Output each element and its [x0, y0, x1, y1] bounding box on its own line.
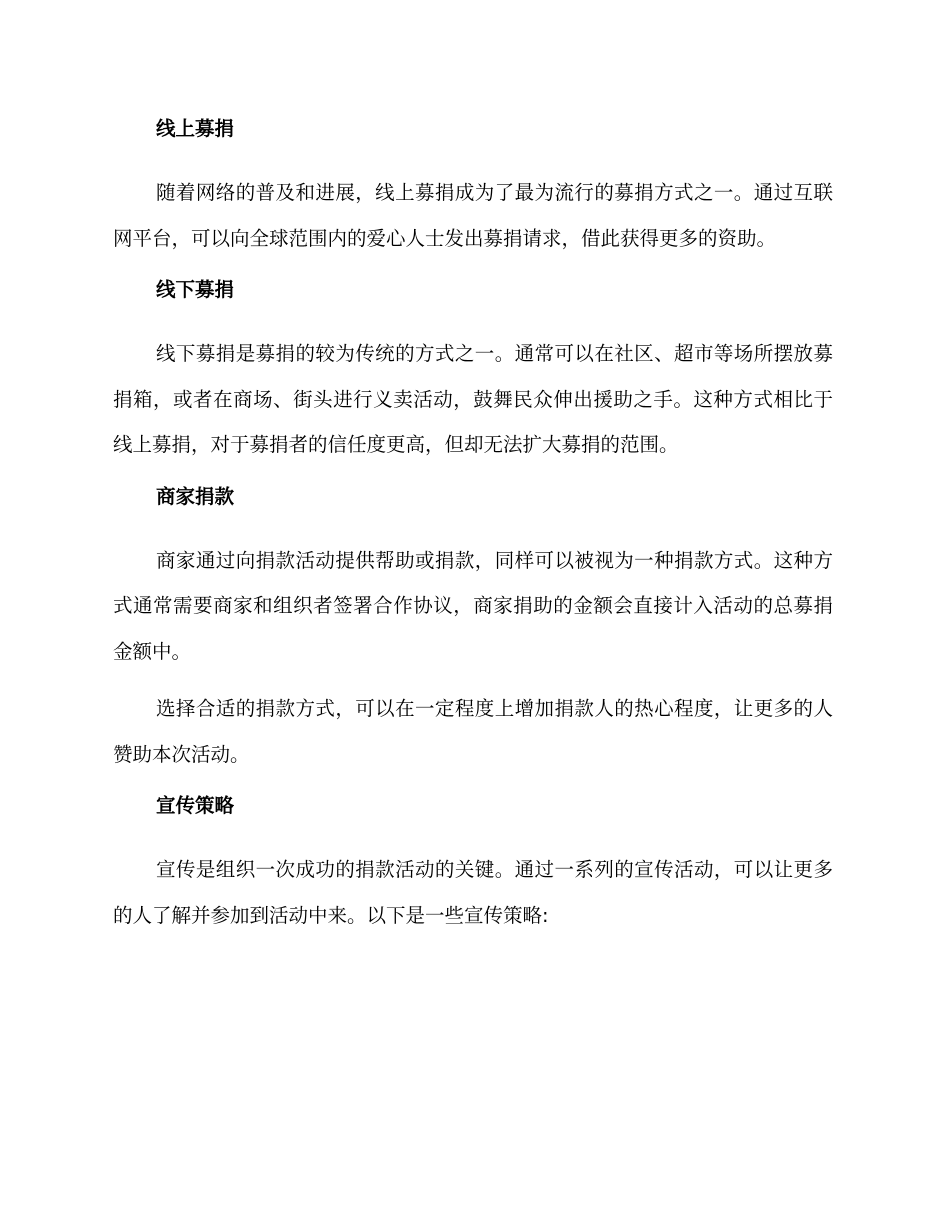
paragraph-offline-donation: 线下募捐是募捐的较为传统的方式之一。通常可以在社区、超市等场所摆放募捐箱，或者在商场、街头进行义卖活动，鼓舞民众伸出援助之手。这种方式相比于线上募捐，对于募捐者的信任度更高，但却无法扩大募捐的范围。 [113, 342, 833, 456]
section-heading-publicity-strategy: 宣传策略 [156, 794, 235, 817]
paragraph-online-donation: 随着网络的普及和进展，线上募捐成为了最为流行的募捐方式之一。通过互联网平台，可以向全球范围内的爱心人士发出募捐请求，借此获得更多的资助。 [113, 181, 833, 250]
paragraph-choose-method: 选择合适的捐款方式，可以在一定程度上增加捐款人的热心程度，让更多的人赞助本次活动。 [113, 697, 833, 766]
document-page [113, 112, 833, 938]
section-heading-merchant-donation: 商家捐款 [156, 484, 235, 508]
section-heading-offline-donation: 线下募捐 [156, 278, 235, 301]
paragraph-publicity-strategy: 宣传是组织一次成功的捐款活动的关键。通过一系列的宣传活动，可以让更多的人了解并参加到活动中来。以下是一些宣传策略: [113, 858, 833, 927]
section-heading-online-donation: 线上募捐 [156, 117, 235, 140]
paragraph-merchant-donation: 商家通过向捐款活动提供帮助或捐款，同样可以被视为一种捐款方式。这种方式通常需要商家和组织者签署合作协议，商家捐助的金额会直接计入活动的总募捐金额中。 [113, 548, 833, 663]
